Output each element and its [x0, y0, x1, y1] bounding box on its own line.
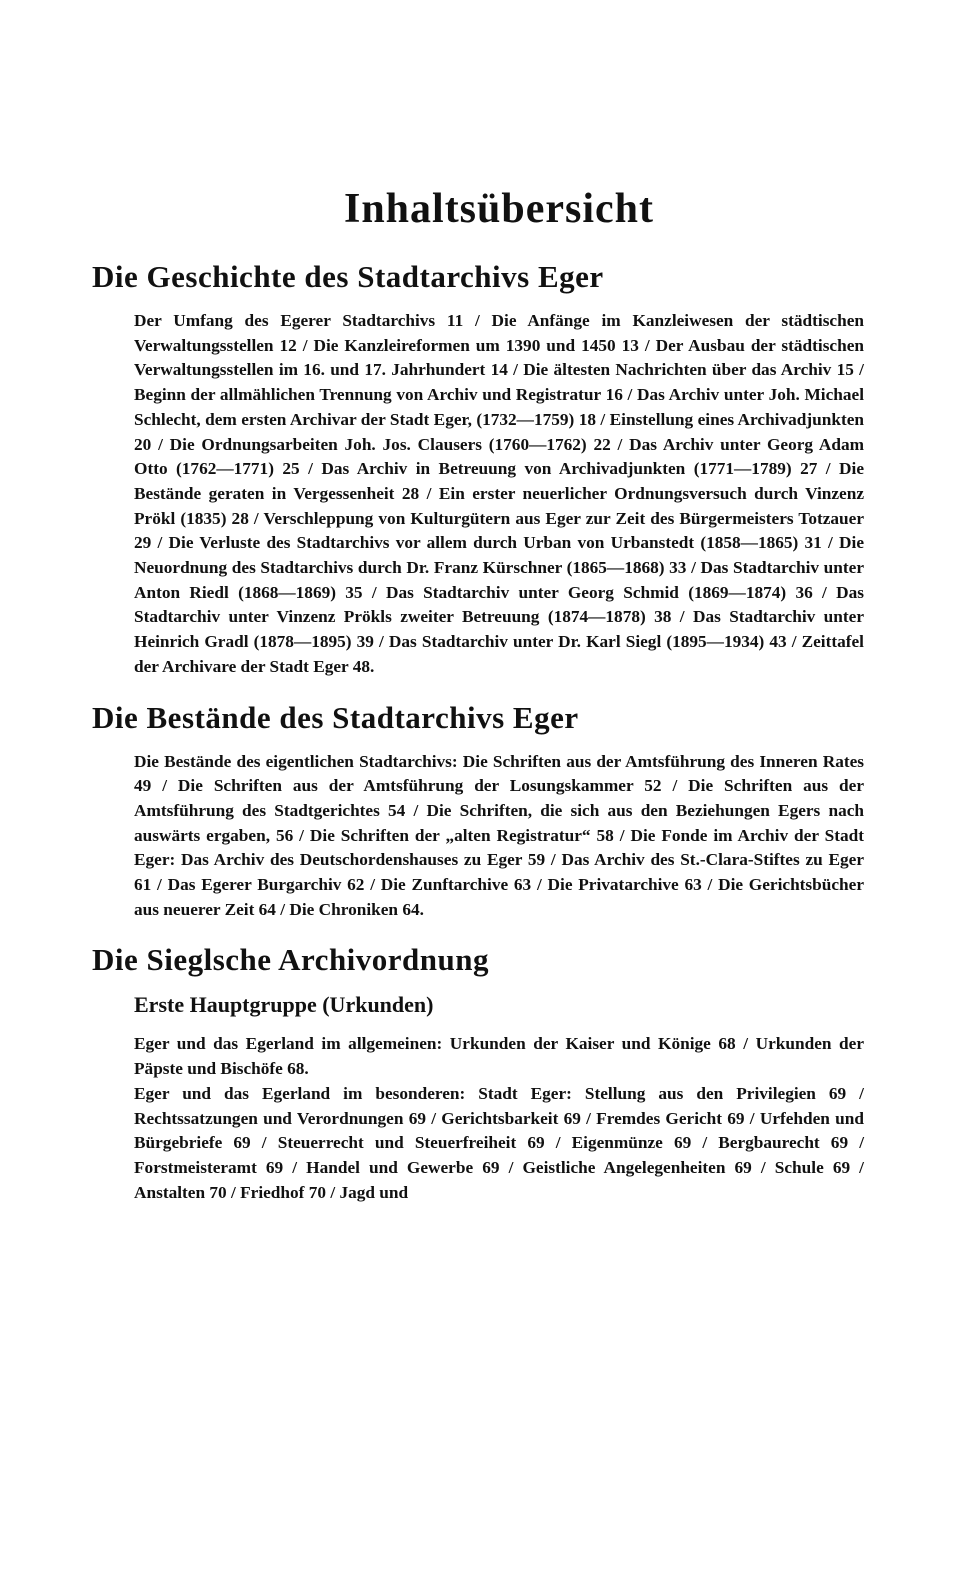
- section-heading: Die Bestände des Stadtarchivs Eger: [92, 699, 579, 735]
- section-subheading: Erste Hauptgruppe (Urkunden): [134, 992, 434, 1018]
- section-heading: Die Sieglsche Archivordnung: [92, 942, 490, 978]
- section-archive-order: [92, 942, 864, 1205]
- section-paragraph: Eger und das Egerland im allgemeinen: Urkunden der Kaiser und Könige 68 / Urkunden der Päpste und Bischöfe 68.: [134, 1034, 864, 1079]
- section-holdings: [92, 699, 864, 923]
- section-heading: Die Geschichte des Stadtarchivs Eger: [92, 259, 604, 294]
- section-paragraph: Eger und das Egerland im besonderen: Stadt Eger: Stellung aus den Privilegien 69 / Rechtssatzungen und Verordnungen 69 / Gerichtsbarkeit 69 / Fremdes Gericht 69 / Urfehden und Bürgebriefe 69 / Steuerrecht und Steuerfreiheit 69 / Eigenmünze 69 / Bergbaurecht 69 / Forstmeisteramt 69 / Handel und Gewerbe 69 / Geistliche Angelegenheiten 69 / Schule 69 / Anstalten 70 / Friedhof 70 / Jagd und: [134, 1083, 864, 1202]
- section-paragraph: Die Bestände des eigentlichen Stadtarchivs: Die Schriften aus der Amtsführung des Inneren Rates 49 / Die Schriften aus der Amtsführung der Losungskammer 52 / Die Schriften aus der Amtsführung des Stadtgerichtes 54 / Die Schriften, die sich aus den Beziehungen Egers nach auswärts ergaben, 56 / Die Schriften der „alten Registratur“ 58 / Die Fonde im Archiv der Stadt Eger: Das Archiv des Deutschordenshauses zu Eger 59 / Das Archiv des St.-Clara-Stiftes zu Eger 61 / Das Egerer Burgarchiv 62 / Die Zunftarchive 63 / Die Privatarchive 63 / Die Gerichtsbücher aus neuerer Zeit 64 / Die Chroniken 64.: [134, 751, 864, 919]
- page-title: Inhaltsübersicht: [343, 186, 655, 232]
- section-paragraph: Der Umfang des Egerer Stadtarchivs 11 / Die Anfänge im Kanzleiwesen der städtischen Verwaltungsstellen 12 / Die Kanzleireformen um 1390 und 1450 13 / Der Ausbau der städtischen Verwaltungsstellen im 16. und 17. Jahrhundert 14 / Die ältesten Nachrichten über das Archiv 15 / Beginn der allmählichen Trennung von Archiv und Registratur 16 / Das Archiv unter Joh. Michael Schlecht, dem ersten Archivar der Stadt Eger, (1732—1759) 18 / Einstellung eines Archivadjunkten 20 / Die Ordnungsarbeiten Joh. Jos. Clausers (1760—1762) 22 / Das Archiv unter Georg Adam Otto (1762—1771) 25 / Das Archiv in Betreuung von Archivadjunkten (1771—1789) 27 / Die Bestände geraten in Vergessenheit 28 / Ein erster neuerlicher Ordnungsversuch durch Vinzenz Prökl (1835) 28 / Verschleppung von Kulturgütern aus Eger zur Zeit des Bürgermeisters Totzauer 29 / Die Verluste des Stadtarchivs vor allem durch Urban von Urbanstedt (1858—1865) 31 / Die Neuordnung des Stadtarchivs durch Dr. Franz Kürschner (1865—1868) 33 / Das Stadtarchiv unter Anton Riedl (1868—1869) 35 / Das Stadtarchiv unter Georg Schmid (1869—1874) 36 / Das Stadtarchiv unter Vinzenz Prökls zweiter Betreuung (1874—1878) 38 / Das Stadtarchiv unter Heinrich Gradl (1878—1895) 39 / Das Stadtarchiv unter Dr. Karl Siegl (1895—1934) 43 / Zeittafel der Archivare der Stadt Eger 48.: [134, 311, 864, 676]
- document-page: [92, 185, 864, 1225]
- section-history: [92, 259, 864, 680]
